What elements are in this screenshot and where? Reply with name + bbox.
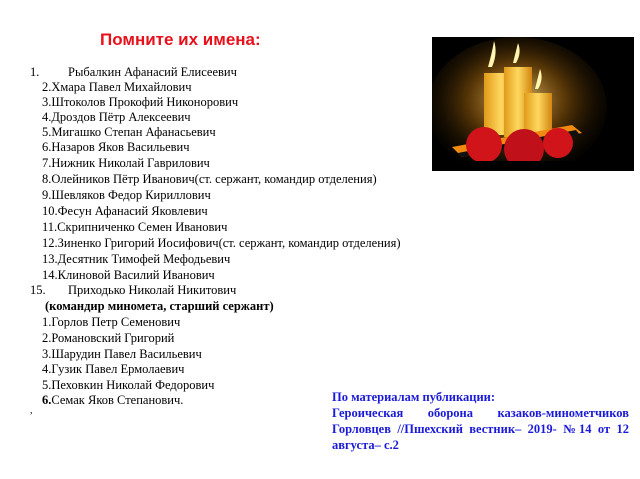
list-item <box>42 315 180 330</box>
list-item <box>42 378 214 393</box>
list-item <box>42 125 216 140</box>
list-item-name: Клиновой Василий Иванович <box>57 268 215 282</box>
list-item-name: Гузик Павел Ермолаевич <box>51 362 185 376</box>
commander-note: (командир миномета, старший сержант) <box>45 299 274 313</box>
list-item-name: Романовский Григорий <box>51 331 175 345</box>
list-item-number: 1. <box>30 65 40 79</box>
list-item <box>42 252 230 267</box>
list-item <box>42 110 191 125</box>
list-item-number: 14. <box>42 268 58 282</box>
list-item-number: 9. <box>42 188 52 202</box>
list-item <box>30 283 236 298</box>
list-item-number: 3. <box>42 95 52 109</box>
list-item-name: Шевляков Федор Кириллович <box>51 188 211 202</box>
list-item-number: 3. <box>42 347 52 361</box>
list-item-number: 15. <box>30 283 46 297</box>
list-item <box>42 140 190 155</box>
stray-mark: , <box>30 405 33 416</box>
list-item <box>42 268 215 283</box>
list-item <box>30 65 237 80</box>
source-note <box>332 389 629 453</box>
list-item-number: 2. <box>42 80 52 94</box>
list-item <box>42 347 202 362</box>
list-item-number: 5. <box>42 125 52 139</box>
list-item-name: Зиненко Григорий Иосифович(ст. сержант, командир отделения) <box>57 236 401 250</box>
list-item-number: 6. <box>42 140 52 154</box>
list-item <box>42 220 227 235</box>
list-item-name: Приходько Николай Никитович <box>68 283 237 297</box>
list-item-number: 6. <box>42 393 52 407</box>
list-item-name: Штоколов Прокофий Никонорович <box>51 95 239 109</box>
list-item <box>42 188 211 203</box>
list-item-number: 8. <box>42 172 52 186</box>
list-item-number: 13. <box>42 252 58 266</box>
list-item-name: Семак Яков Степанович. <box>51 393 184 407</box>
carnation-icon <box>466 127 502 163</box>
list-item <box>42 95 238 110</box>
list-item-number: 11. <box>42 220 58 234</box>
list-item-name: Рыбалкин Афанасий Елисеевич <box>68 65 237 79</box>
list-item <box>42 393 183 408</box>
list-item-name: Пеховкин Николай Федорович <box>51 378 215 392</box>
list-item-number: 12. <box>42 236 58 250</box>
list-item-name: Хмара Павел Михайлович <box>51 80 192 94</box>
list-item-name: Назаров Яков Васильевич <box>51 140 190 154</box>
list-item-name: Фесун Афанасий Яковлевич <box>57 204 208 218</box>
list-item-number: 2. <box>42 331 52 345</box>
candles-photo <box>432 37 634 171</box>
list-item <box>42 236 401 251</box>
list-item-number: 10. <box>42 204 58 218</box>
list-item-number: 1. <box>42 315 52 329</box>
page-title: Помните их имена: <box>100 30 261 49</box>
carnation-icon <box>543 128 573 158</box>
list-item-number: 5. <box>42 378 52 392</box>
list-item <box>42 331 174 346</box>
list-item-name: Шарудин Павел Васильевич <box>51 347 202 361</box>
list-item-name: Олейников Пётр Иванович(ст. сержант, командир отделения) <box>51 172 377 186</box>
list-item <box>42 156 210 171</box>
list-item-name: Горлов Петр Семенович <box>51 315 181 329</box>
list-item-name: Дроздов Пётр Алексеевич <box>51 110 191 124</box>
source-heading: По материалам публикации: <box>332 390 496 404</box>
source-body: Героическая оборона казаков-минометчиков Горловцев //Пшехский вестник– 2019- №14 от 12 августа– с.2 <box>332 406 629 452</box>
list-item-name: Десятник Тимофей Мефодьевич <box>57 252 231 266</box>
list-item <box>42 362 184 377</box>
list-item-number: 4. <box>42 362 52 376</box>
list-item-name: Мигашко Степан Афанасьевич <box>51 125 216 139</box>
list-item <box>42 80 192 95</box>
list-item-name: Нижник Николай Гаврилович <box>51 156 210 170</box>
list-item <box>42 172 377 187</box>
list-item <box>42 204 208 219</box>
candles-illustration <box>432 37 634 171</box>
list-item-name: Скрипниченко Семен Иванович <box>57 220 228 234</box>
list-item-number: 7. <box>42 156 52 170</box>
list-item-number: 4. <box>42 110 52 124</box>
